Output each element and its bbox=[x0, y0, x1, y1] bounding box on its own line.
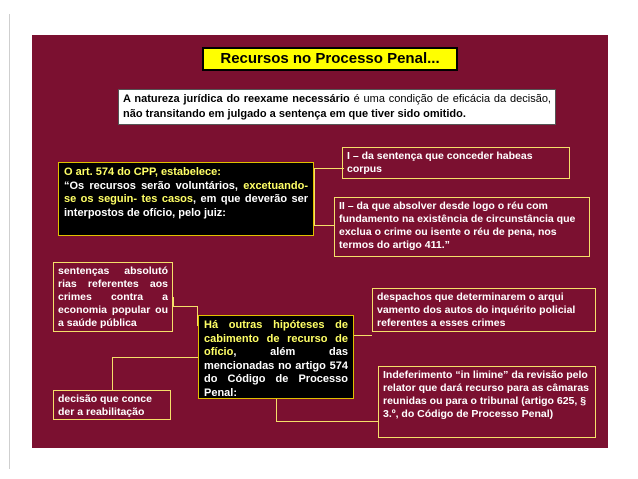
art-574-exceto: excetuando-se os seguin- tes casos bbox=[64, 179, 308, 205]
connector-outras-indef-v bbox=[276, 399, 277, 421]
art-574-heading: O art. 574 do CPP, estabelece: bbox=[64, 166, 221, 178]
slide-title: Recursos no Processo Penal... bbox=[202, 47, 458, 71]
intro-box bbox=[118, 89, 556, 125]
slide bbox=[32, 35, 608, 448]
connector-outras-decis-v bbox=[112, 357, 113, 390]
intro-bold-2: não transitando em julgado a sentença em que tiver sido omitido. bbox=[123, 108, 466, 120]
inciso-2-box: II – da que absolver desde logo o réu com fundamento na existência de circunstância que exclua o crime ou isente o réu de pena, nos termos do artigo 411.” bbox=[334, 197, 590, 257]
outras-hipoteses-highlight: Há outras hipóteses de cabimento de recurso de ofício bbox=[204, 319, 348, 358]
connector-art-vertical bbox=[314, 168, 315, 226]
connector-outras-indef-h bbox=[276, 421, 378, 422]
connector-sent-horizontal bbox=[173, 306, 198, 307]
intro-text: é uma condição de eficácia da decisão, bbox=[349, 93, 551, 105]
page-edge-rule bbox=[9, 14, 10, 469]
indeferimento-box: Indeferimento “in limine” da revisão pelo relator que dará recurso para as câmaras reunidas ou para o tribunal (artigo 625, § 3.º, do Código de Processo Penal) bbox=[378, 366, 596, 438]
art-574-line-a: “Os recursos serão voluntários, bbox=[64, 179, 238, 192]
connector-art-inc2 bbox=[314, 225, 334, 226]
inciso-1-box: I – da sentença que conceder habeas corpus bbox=[342, 147, 570, 179]
connector-art-trunk bbox=[314, 168, 344, 169]
art-574-line-b: , em que deverão ser interpostos de ofício, pelo juiz: bbox=[64, 193, 308, 219]
sentencas-box: sentenças absolutó rias referentes aos crimes contra a economia popular ou a saúde pública bbox=[53, 262, 173, 332]
art-574-box bbox=[58, 162, 314, 236]
decisao-box: decisão que conce der a reabilitação bbox=[53, 390, 171, 420]
connector-outras-desp bbox=[354, 335, 372, 336]
outras-hipoteses-box bbox=[198, 315, 354, 399]
despachos-box: despachos que determinarem o arqui vamento dos autos do inquérito policial referentes a esses crimes bbox=[372, 288, 596, 332]
outras-hipoteses-rest: , além das mencionadas no artigo 574 do Código de Processo Penal: bbox=[204, 346, 348, 399]
intro-bold-1: A natureza jurídica do reexame necessário bbox=[123, 93, 350, 105]
connector-outras-decis-h bbox=[112, 357, 198, 358]
